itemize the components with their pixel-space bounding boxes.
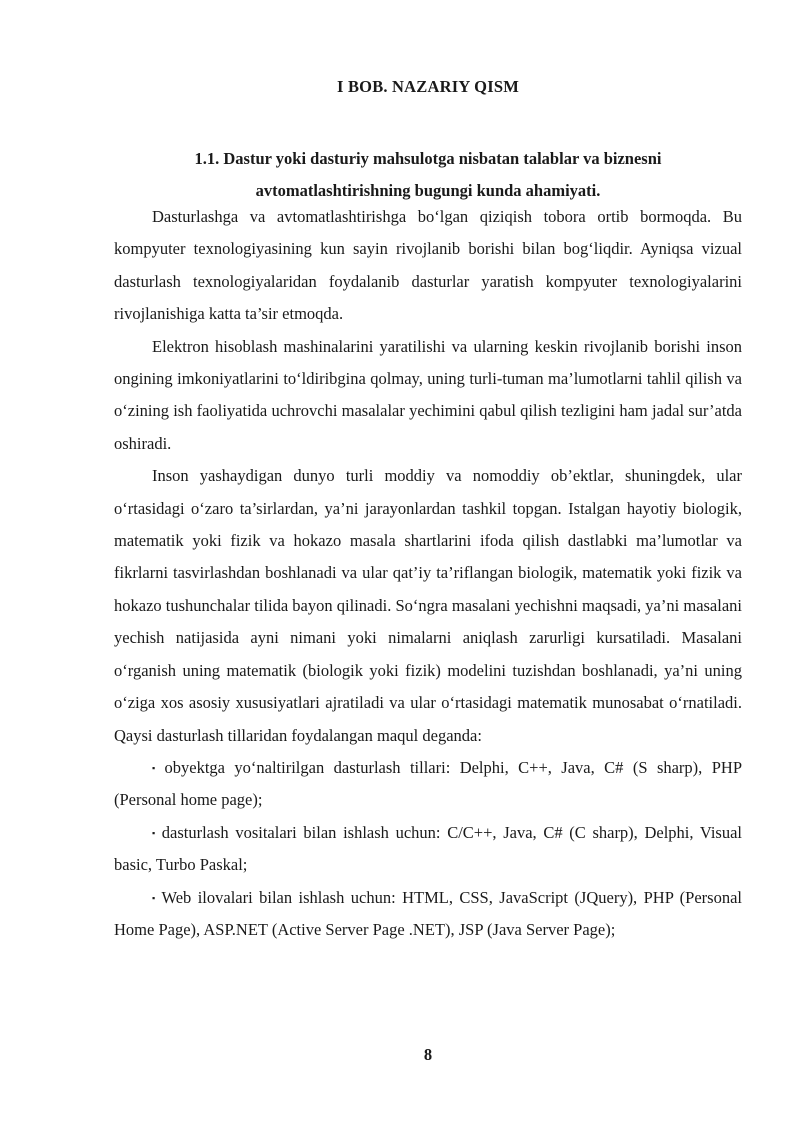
paragraph: Elektron hisoblash mashinalarini yaratilishi va ularning keskin rivojlanib borishi inson ongining imkoniyatlarini to‘ldiribgina qolmay, uning turli-tuman ma’lumotlarni tahlil qilish va o‘zining ish faoliyatida uchrovchi masalalar yechimini qabul qilish tezligini ham jadal sur’atda oshiradi. bbox=[114, 336, 742, 453]
bullet-item bbox=[114, 817, 742, 882]
paragraph: Dasturlashga va avtomatlashtirishga bo‘lgan qiziqish tobora ortib bormoqda. Bu kompyuter texnologiyasining kun sayin rivojlanib borishi bilan bog‘liqdir. Ayniqsa vizual dasturlash texnologiyalaridan foydalanib dasturlar yaratish kompyuter texnologiyalarini rivojlanishiga katta ta’sir etmoqda. bbox=[114, 207, 742, 324]
bullet-text: dasturlash vositalari bilan ishlash uchun: C/C++, Java, C# (C sharp), Delphi, Visual basic, Turbo Paskal; bbox=[114, 822, 742, 875]
section-title bbox=[114, 143, 742, 207]
chapter-title: I BOB. NAZARIY QISM bbox=[337, 77, 519, 96]
section-title-line-2: avtomatlashtirishning bugungi kunda ahamiyati. bbox=[255, 181, 601, 200]
bullet-icon: ▪ bbox=[152, 762, 161, 773]
bullet-text: obyektga yo‘naltirilgan dasturlash tillari: Delphi, C++, Java, C# (S sharp), PHP (Personal home page); bbox=[114, 757, 742, 810]
bullet-icon: ▪ bbox=[152, 892, 158, 903]
body-text bbox=[114, 201, 742, 946]
section-title-line-1: 1.1. Dastur yoki dasturiy mahsulotga nisbatan talablar va biznesni bbox=[194, 149, 662, 168]
bullet-item bbox=[114, 882, 742, 947]
paragraph: Inson yashaydigan dunyo turli moddiy va nomoddiy ob’ektlar, shuningdek, ular o‘rtasidagi o‘zaro ta’sirlardan, ya’ni jarayonlardan tashkil topgan. Istalgan hayotiy biologik, matematik yoki fizik va hokazo masala shartlarini ifoda qilish dastlabki ma’lumotlar va fikrlarni tasvirlashdan boshlanadi va ular qat’iy ta’riflangan biologik, matematik yoki fizik va hokazo tushunchalar tilida bayon qilinadi. So‘ngra masalani yechishni maqsadi, ya’ni masalani yechish natijasida ayni nimani yoki nimalarni aniqlash zarurligi kursatiladi. Masalani o‘rganish uning matematik (biologik yoki fizik) modelini tuzishdan boshlanadi, ya’ni uning o‘ziga xos asosiy xususiyatlari ajratiladi va ular o‘rtasidagi matematik munosabat o‘rnatiladi. Qaysi dasturlash tillaridan foydalangan maqul deganda: bbox=[114, 466, 742, 745]
bullet-icon: ▪ bbox=[152, 827, 158, 838]
page-number: 8 bbox=[423, 1045, 433, 1064]
bullet-text: Web ilovalari bilan ishlash uchun: HTML, CSS, JavaScript (JQuery), PHP (Personal Home Page), ASP.NET (Active Server Page .NET), JSP (Java Server Page); bbox=[114, 887, 742, 939]
bullet-item bbox=[114, 752, 742, 817]
